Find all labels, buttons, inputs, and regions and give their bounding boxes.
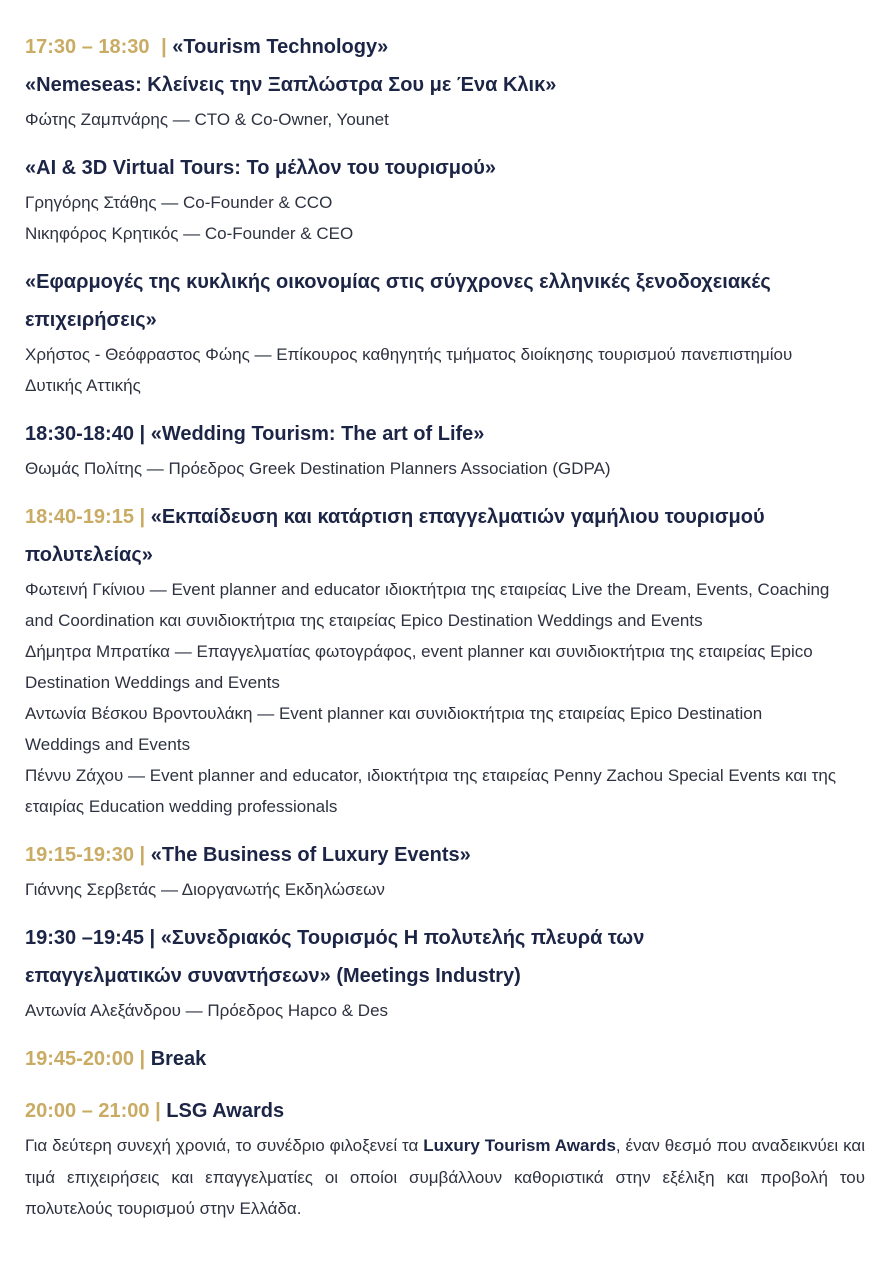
slot-time: 19:15-19:30	[25, 844, 134, 866]
slot-heading	[25, 415, 893, 453]
speaker: Θωμάς Πολίτης — Πρόεδρος Greek Destination Planners Association (GDPA)	[25, 459, 611, 478]
slot-heading	[25, 498, 795, 574]
slot-separator: |	[139, 506, 146, 528]
slot-time: 19:45-20:00	[25, 1048, 134, 1070]
slot-time: 19:30 –19:45	[25, 927, 144, 949]
talk	[25, 66, 893, 135]
slot-time: 18:40-19:15	[25, 506, 134, 528]
talk-title: «Nemeseas: Κλείνεις την Ξαπλώστρα Σου με Ένα Κλικ»	[25, 74, 557, 96]
description-highlight: Luxury Tourism Awards	[423, 1136, 616, 1155]
slot-heading	[25, 1040, 893, 1078]
slot-separator: |	[149, 927, 156, 949]
description-text: , έναν θεσμό που αναδεικνύει και τιμά επιχειρήσεις και επαγγελματίες οι οποίοι συμβάλλουν καθοριστικά στην εξέλιξη και προβολή του πολυτελούς τουρισμού στην Ελλάδα.	[25, 1136, 865, 1218]
slot-title: «Εκπαίδευση και κατάρτιση επαγγελματιών γαμήλιου τουρισμού πολυτελείας»	[25, 506, 765, 566]
slot-heading	[25, 1092, 893, 1130]
speaker: Αντωνία Αλεξάνδρου — Πρόεδρος Hapco & Des	[25, 1001, 389, 1020]
slot-separator: |	[161, 36, 167, 58]
speaker: Χρήστος - Θεόφραστος Φώης — Επίκουρος καθηγητής τμήματος διοίκησης τουρισμού πανεπιστημίου Δυτικής Αττικής	[25, 345, 793, 395]
talk	[25, 149, 893, 249]
talk	[25, 263, 893, 401]
speaker: Γιάννης Σερβετάς — Διοργανωτής Εκδηλώσεων	[25, 880, 385, 899]
slot-title: LSG Awards	[166, 1100, 285, 1122]
agenda-slot	[25, 1040, 893, 1078]
slot-separator: |	[139, 1048, 146, 1070]
slot-heading	[25, 919, 785, 995]
slot-title: «Συνεδριακός Τουρισμός Η πολυτελής πλευρά των επαγγελματικών συναντήσεων» (Meetings Industry)	[25, 927, 645, 987]
speaker: Φώτης Ζαμπνάρης — CTO & Co-Owner, Younet	[25, 110, 389, 129]
slot-heading	[25, 28, 893, 66]
slot-title: «The Business of Luxury Events»	[150, 844, 471, 866]
talk-title: «AI & 3D Virtual Tours: Το μέλλον του τουρισμού»	[25, 157, 497, 179]
slot-time: 17:30 – 18:30	[25, 36, 150, 58]
speaker: Φωτεινή Γκίνιου — Event planner and educator ιδιοκτήτρια της εταιρείας Live the Dream, Events, Coaching and Coordination και συνιδιοκτήτρια της εταιρείας Epico Destination Weddings and Events	[25, 580, 830, 630]
agenda-slot	[25, 1092, 893, 1225]
speaker: Νικηφόρος Κρητικός — Co-Founder & CEO	[25, 224, 354, 243]
talk-title: «Εφαρμογές της κυκλικής οικονομίας στις σύγχρονες ελληνικές ξενοδοχειακές επιχειρήσεις»	[25, 271, 771, 331]
speaker: Δήμητρα Μπρατίκα — Επαγγελματίας φωτογράφος, event planner και συνιδιοκτήτρια της εταιρείας Epico Destination Weddings and Events	[25, 642, 813, 692]
agenda-slot	[25, 498, 893, 822]
slot-separator: |	[139, 844, 146, 866]
slot-title: «Tourism Technology»	[172, 36, 389, 58]
slot-title: Break	[150, 1048, 207, 1070]
agenda-slot	[25, 919, 893, 1026]
speaker: Γρηγόρης Στάθης — Co-Founder & CCO	[25, 193, 333, 212]
slot-separator: |	[139, 423, 146, 445]
speaker: Πέννυ Ζάχου — Event planner and educator, ιδιοκτήτρια της εταιρείας Penny Zachou Special Events και της εταιρίας Education wedding professionals	[25, 766, 837, 816]
slot-description	[25, 1130, 865, 1225]
slot-separator: |	[155, 1100, 161, 1122]
slot-time: 18:30-18:40	[25, 423, 134, 445]
slot-time: 20:00 – 21:00	[25, 1100, 150, 1122]
agenda-slot	[25, 28, 893, 66]
speaker: Αντωνία Βέσκου Βροντουλάκη — Event planner και συνιδιοκτήτρια της εταιρείας Epico Destination Weddings and Events	[25, 704, 763, 754]
slot-title: «Wedding Tourism: The art of Life»	[150, 423, 485, 445]
description-text: Για δεύτερη συνεχή χρονιά, το συνέδριο φιλοξενεί τα	[25, 1136, 424, 1155]
agenda-slot	[25, 836, 893, 905]
slot-heading	[25, 836, 893, 874]
agenda-slot	[25, 415, 893, 484]
